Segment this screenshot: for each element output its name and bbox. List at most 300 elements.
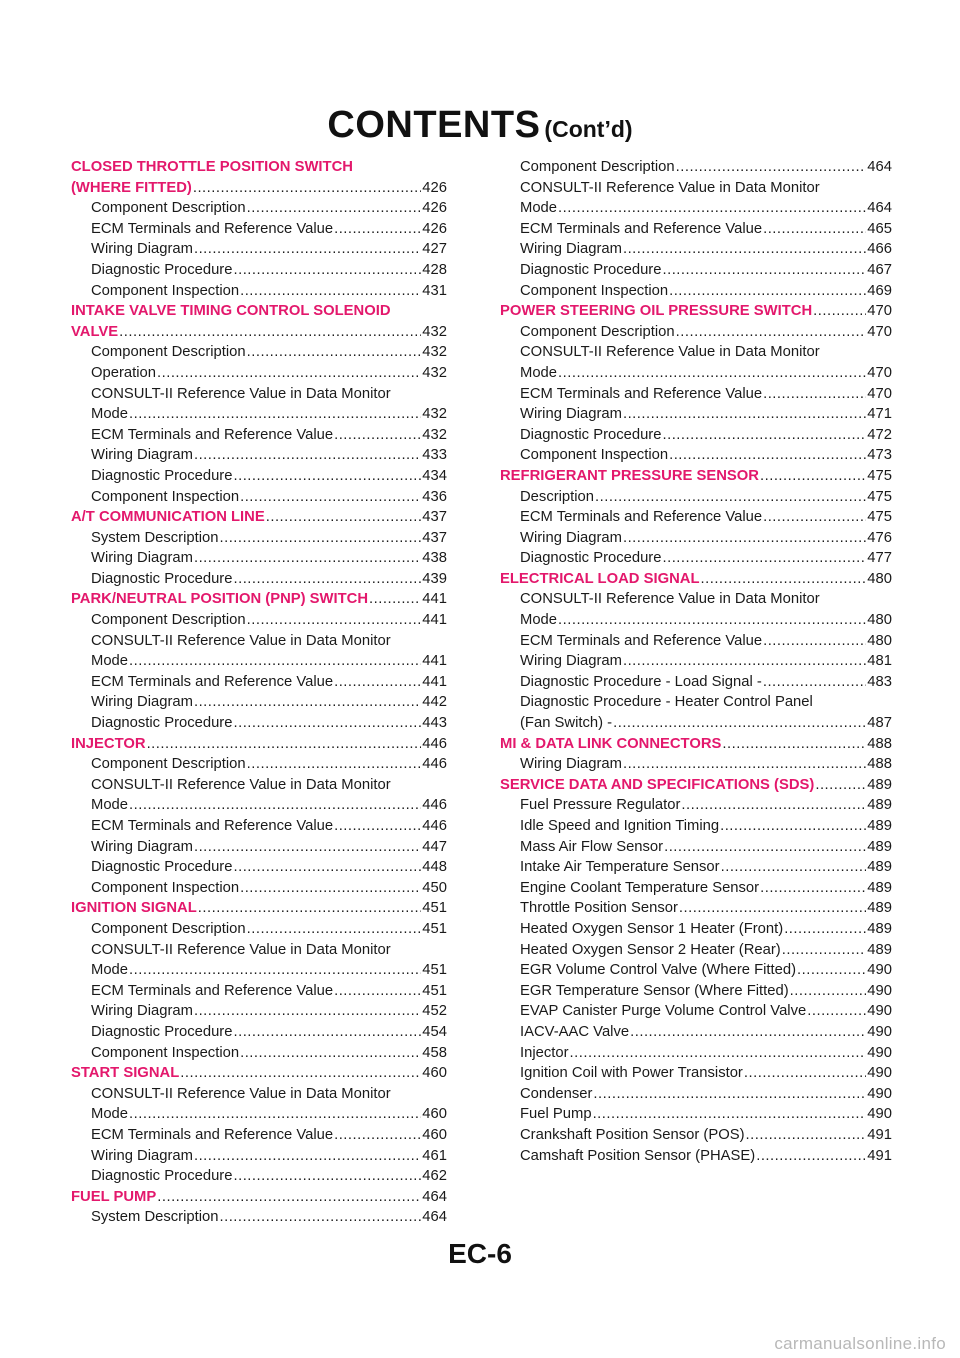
toc-page-number: 450: [422, 879, 447, 896]
toc-entry-label: Component Description: [91, 756, 246, 773]
dot-leader: [334, 1125, 421, 1146]
toc-entry[interactable]: [71, 548, 447, 569]
toc-entry[interactable]: [71, 239, 447, 260]
toc-entry[interactable]: [500, 239, 892, 260]
toc-entry[interactable]: [500, 692, 892, 733]
toc-entry-row: [520, 507, 892, 528]
dot-leader: [180, 1063, 421, 1084]
toc-entry-label: Heated Oxygen Sensor 2 Heater (Rear): [520, 941, 781, 958]
toc-page-number: 470: [867, 385, 892, 402]
toc-entry-row: [500, 466, 892, 487]
toc-entry-row: [91, 651, 447, 672]
toc-entry-label: Diagnostic Procedure: [91, 859, 233, 876]
toc-entry-row: [91, 981, 447, 1002]
toc-entry-label: Fuel Pump: [520, 1106, 592, 1123]
toc-page-number: 489: [867, 879, 892, 896]
toc-page-number: 437: [422, 529, 447, 546]
toc-page-number: 470: [867, 364, 892, 381]
dot-leader: [194, 548, 421, 569]
dot-leader: [334, 816, 421, 837]
toc-entry[interactable]: [500, 322, 892, 343]
toc-entry[interactable]: [500, 384, 892, 405]
toc-page-number: 426: [422, 179, 447, 196]
toc-entry[interactable]: [500, 445, 892, 466]
toc-entry-label: Diagnostic Procedure: [520, 426, 662, 443]
dot-leader: [147, 734, 422, 755]
dot-leader: [664, 837, 866, 858]
toc-entry-label: Mode: [520, 364, 558, 381]
toc-page-number: 490: [867, 1065, 892, 1082]
toc-page-number: 490: [867, 982, 892, 999]
toc-page-number: 460: [422, 1126, 447, 1143]
toc-entry[interactable]: [71, 425, 447, 446]
toc-section-heading[interactable]: [71, 157, 447, 198]
dot-leader: [119, 322, 421, 343]
toc-page-number: 476: [867, 529, 892, 546]
toc-section-heading[interactable]: [500, 301, 892, 322]
dot-leader: [613, 713, 866, 734]
toc-entry[interactable]: [500, 157, 892, 178]
toc-entry[interactable]: [71, 692, 447, 713]
dot-leader: [746, 1125, 867, 1146]
toc-entry[interactable]: [71, 857, 447, 878]
toc-page-number: 464: [422, 1188, 447, 1205]
toc-page-number: 489: [867, 941, 892, 958]
toc-entry[interactable]: [500, 1104, 892, 1125]
toc-entry[interactable]: [500, 589, 892, 630]
toc-entry-row: [71, 1187, 447, 1208]
toc-section-heading[interactable]: [500, 569, 892, 590]
toc-entry-label: Mass Air Flow Sensor: [520, 838, 664, 855]
toc-entry-label: Wiring Diagram: [91, 1003, 193, 1020]
toc-entry-row: [520, 528, 892, 549]
dot-leader: [623, 239, 866, 260]
toc-page-number: 464: [422, 1209, 447, 1226]
toc-section-heading[interactable]: [71, 898, 447, 919]
toc-section-heading[interactable]: [71, 1063, 447, 1084]
toc-entry-label: Mode: [91, 1106, 129, 1123]
toc-entry-label: Diagnostic Procedure - Load Signal -: [520, 673, 762, 690]
toc-entry-row: [520, 219, 892, 240]
toc-entry[interactable]: [71, 1166, 447, 1187]
toc-entry-row: [500, 775, 892, 796]
toc-entry[interactable]: [500, 981, 892, 1002]
toc-page-number: 432: [422, 323, 447, 340]
toc-entry[interactable]: [71, 672, 447, 693]
toc-section-heading[interactable]: [500, 466, 892, 487]
toc-entry-label: Mode: [520, 612, 558, 629]
toc-entry[interactable]: [500, 898, 892, 919]
toc-entry-label: Component Inspection: [91, 879, 240, 896]
toc-entry[interactable]: [71, 569, 447, 590]
toc-entry[interactable]: [71, 878, 447, 899]
toc-page-number: 490: [867, 1003, 892, 1020]
dot-leader: [233, 1166, 421, 1187]
toc-entry[interactable]: [71, 198, 447, 219]
toc-entry[interactable]: [500, 487, 892, 508]
toc-entry[interactable]: [500, 1063, 892, 1084]
toc-entry-label: ECM Terminals and Reference Value: [91, 426, 334, 443]
toc-entry[interactable]: [71, 384, 447, 425]
toc-entry-label: MI & DATA LINK CONNECTORS: [500, 735, 722, 752]
toc-page-number: 436: [422, 488, 447, 505]
dot-leader: [157, 1187, 421, 1208]
toc-entry[interactable]: [71, 837, 447, 858]
toc-entry-row: [71, 178, 447, 199]
toc-entry-label: Mode: [91, 962, 129, 979]
toc-entry[interactable]: [500, 631, 892, 652]
toc-entry[interactable]: [500, 260, 892, 281]
toc-entry-row: [91, 548, 447, 569]
toc-section-heading[interactable]: [71, 734, 447, 755]
toc-entry-row: [520, 898, 892, 919]
toc-page-number: 480: [867, 612, 892, 629]
toc-entry-label: Component Inspection: [91, 282, 240, 299]
toc-entry-row: [520, 960, 892, 981]
dot-leader: [763, 631, 866, 652]
toc-page-number: 470: [867, 323, 892, 340]
dot-leader: [784, 919, 866, 940]
toc-entry-label: ECM Terminals and Reference Value: [91, 982, 334, 999]
toc-entry-label: ELECTRICAL LOAD SIGNAL: [500, 570, 700, 587]
dot-leader: [679, 898, 866, 919]
toc-entry[interactable]: [500, 960, 892, 981]
dot-leader: [807, 1001, 866, 1022]
toc-entry-label: EVAP Canister Purge Volume Control Valve: [520, 1003, 807, 1020]
toc-entry[interactable]: [71, 1146, 447, 1167]
toc-section-heading[interactable]: [71, 507, 447, 528]
toc-entry[interactable]: [71, 1207, 447, 1228]
toc-entry-row: [91, 795, 447, 816]
dot-leader: [595, 487, 866, 508]
toc-entry-row: [520, 1022, 892, 1043]
dot-leader: [233, 713, 421, 734]
toc-entry[interactable]: [500, 528, 892, 549]
toc-entry-label-line: INTAKE VALVE TIMING CONTROL SOLENOID: [71, 303, 391, 320]
toc-entry-row: [520, 157, 892, 178]
toc-entry[interactable]: [71, 940, 447, 981]
toc-entry[interactable]: [500, 795, 892, 816]
toc-entry-row: [71, 507, 447, 528]
toc-page-number: 441: [422, 673, 447, 690]
toc-page-number: 451: [422, 962, 447, 979]
toc-entry-row: [91, 754, 447, 775]
toc-entry-row: [91, 466, 447, 487]
toc-entry-row: [520, 239, 892, 260]
toc-page-number: 432: [422, 364, 447, 381]
toc-entry[interactable]: [71, 631, 447, 672]
toc-entry-label: System Description: [91, 529, 219, 546]
toc-entry-row: [91, 713, 447, 734]
toc-entry-label: Operation: [91, 364, 156, 381]
toc-entry[interactable]: [500, 425, 892, 446]
dot-leader: [722, 734, 866, 755]
toc-entry-row: [520, 837, 892, 858]
toc-entry[interactable]: [71, 342, 447, 363]
toc-entry-row: [91, 425, 447, 446]
toc-entry-label: Component Description: [91, 612, 246, 629]
toc-page-number: 441: [422, 591, 447, 608]
dot-leader: [334, 981, 421, 1002]
toc-entry-row: [91, 610, 447, 631]
toc-page-number: 487: [867, 715, 892, 732]
page-title: [0, 104, 960, 147]
toc-page-number: 460: [422, 1065, 447, 1082]
toc-entry-label-line: CONSULT-II Reference Value in Data Monitor: [520, 344, 820, 361]
toc-entry-label: START SIGNAL: [71, 1065, 180, 1082]
dot-leader: [676, 322, 867, 343]
toc-entry[interactable]: [71, 610, 447, 631]
toc-entry[interactable]: [71, 816, 447, 837]
dot-leader: [593, 1104, 867, 1125]
toc-entry[interactable]: [71, 775, 447, 816]
toc-entry-label-line: CONSULT-II Reference Value in Data Monitor: [91, 632, 391, 649]
toc-entry-row: [520, 754, 892, 775]
toc-entry-label: Wiring Diagram: [520, 406, 622, 423]
toc-entry[interactable]: [71, 487, 447, 508]
toc-entry-row: [91, 1207, 447, 1228]
toc-section-heading[interactable]: [71, 301, 447, 342]
dot-leader: [763, 219, 866, 240]
toc-entry-row: [91, 528, 447, 549]
toc-entry-row: [91, 837, 447, 858]
toc-entry[interactable]: [500, 548, 892, 569]
toc-entry-label: EGR Volume Control Valve (Where Fitted): [520, 962, 797, 979]
toc-page-number: 458: [422, 1044, 447, 1061]
toc-entry[interactable]: [71, 363, 447, 384]
toc-entry-label: SERVICE DATA AND SPECIFICATIONS (SDS): [500, 776, 815, 793]
toc-entry-label: Component Description: [91, 920, 246, 937]
toc-entry-label: Wiring Diagram: [91, 838, 193, 855]
toc-entry[interactable]: [500, 281, 892, 302]
dot-leader: [129, 404, 421, 425]
toc-section-heading[interactable]: [500, 734, 892, 755]
toc-entry[interactable]: [500, 651, 892, 672]
toc-entry[interactable]: [500, 754, 892, 775]
dot-leader: [630, 1022, 866, 1043]
dot-leader: [782, 940, 867, 961]
toc-entry-label: Wiring Diagram: [91, 241, 193, 258]
dot-leader: [721, 857, 867, 878]
toc-entry-row: [520, 1104, 892, 1125]
toc-page-number: 465: [867, 220, 892, 237]
toc-entry[interactable]: [500, 940, 892, 961]
toc-page-number: 448: [422, 859, 447, 876]
toc-entry[interactable]: [500, 404, 892, 425]
toc-left-column: [71, 157, 447, 1228]
toc-entry-row: [91, 1166, 447, 1187]
toc-section-heading[interactable]: [500, 775, 892, 796]
toc-entry[interactable]: [71, 466, 447, 487]
toc-entry-row: [520, 631, 892, 652]
toc-page-number: 433: [422, 447, 447, 464]
dot-leader: [662, 548, 866, 569]
toc-entry-row: [71, 898, 447, 919]
toc-entry[interactable]: [500, 1001, 892, 1022]
toc-entry-label: Diagnostic Procedure: [91, 467, 233, 484]
dot-leader: [240, 1043, 421, 1064]
toc-entry-label-line: CLOSED THROTTLE POSITION SWITCH: [71, 159, 353, 175]
toc-entry-row: [91, 445, 447, 466]
toc-entry-label: Diagnostic Procedure: [520, 261, 662, 278]
toc-page-number: 483: [867, 673, 892, 690]
toc-entry-row: [71, 1063, 447, 1084]
dot-leader: [623, 754, 866, 775]
toc-entry[interactable]: [71, 219, 447, 240]
toc-entry[interactable]: [500, 816, 892, 837]
toc-page-number: 489: [867, 838, 892, 855]
toc-entry[interactable]: [500, 1146, 892, 1167]
toc-entry-label: Mode: [520, 200, 558, 217]
toc-entry[interactable]: [71, 1001, 447, 1022]
toc-page-number: 427: [422, 241, 447, 258]
toc-entry[interactable]: [500, 178, 892, 219]
dot-leader: [623, 528, 866, 549]
dot-leader: [194, 837, 421, 858]
toc-entry[interactable]: [500, 919, 892, 940]
toc-page-number: 490: [867, 1044, 892, 1061]
toc-entry[interactable]: [71, 528, 447, 549]
toc-entry-label: Wiring Diagram: [91, 694, 193, 711]
toc-page-number: 461: [422, 1147, 447, 1164]
toc-entry-row: [520, 981, 892, 1002]
toc-entry-row: [520, 1146, 892, 1167]
toc-entry-row: [520, 795, 892, 816]
toc-entry[interactable]: [71, 1022, 447, 1043]
dot-leader: [815, 775, 866, 796]
toc-entry[interactable]: [500, 342, 892, 383]
toc-entry[interactable]: [71, 1084, 447, 1125]
toc-page-number: 426: [422, 200, 447, 217]
toc-entry[interactable]: [71, 713, 447, 734]
toc-entry[interactable]: [71, 981, 447, 1002]
toc-entry-label: Idle Speed and Ignition Timing: [520, 818, 720, 834]
toc-entry[interactable]: [500, 1084, 892, 1105]
toc-entry-label: Component Inspection: [520, 282, 669, 299]
toc-entry-label-line: CONSULT-II Reference Value in Data Monitor: [91, 941, 391, 958]
toc-entry-row: [520, 322, 892, 343]
toc-entry-label: Ignition Coil with Power Transistor: [520, 1065, 743, 1082]
dot-leader: [266, 507, 422, 528]
watermark-text: carmanualsonline.info: [774, 1334, 946, 1353]
toc-entry-row: [91, 878, 447, 899]
toc-entry-label: REFRIGERANT PRESSURE SENSOR: [500, 467, 759, 484]
toc-page-number: 488: [867, 735, 892, 752]
toc-entry-label: Wiring Diagram: [91, 550, 193, 567]
toc-entry[interactable]: [500, 878, 892, 899]
toc-entry-label: Wiring Diagram: [520, 756, 622, 773]
toc-entry[interactable]: [71, 260, 447, 281]
toc-entry-label: Component Inspection: [520, 447, 669, 464]
toc-entry[interactable]: [500, 857, 892, 878]
toc-entry[interactable]: [500, 1043, 892, 1064]
toc-entry-label: Intake Air Temperature Sensor: [520, 859, 720, 876]
toc-entry-row: [91, 857, 447, 878]
toc-page-number: 428: [422, 261, 447, 278]
dot-leader: [720, 816, 866, 837]
toc-entry-row: [91, 260, 447, 281]
toc-entry-label: ECM Terminals and Reference Value: [91, 818, 334, 834]
toc-page-number: 490: [867, 1085, 892, 1102]
toc-page-number: 491: [867, 1126, 892, 1143]
toc-entry-row: [91, 198, 447, 219]
dot-leader: [760, 466, 866, 487]
toc-section-heading[interactable]: [71, 589, 447, 610]
toc-entry[interactable]: [71, 445, 447, 466]
toc-entry[interactable]: [71, 754, 447, 775]
toc-entry[interactable]: [500, 672, 892, 693]
toc-page-number: 489: [867, 859, 892, 876]
dot-leader: [247, 919, 422, 940]
toc-entry-row: [91, 672, 447, 693]
dot-leader: [558, 363, 866, 384]
toc-page-number: 441: [422, 653, 447, 670]
toc-entry[interactable]: [71, 919, 447, 940]
toc-entry-label: Diagnostic Procedure: [91, 1168, 233, 1185]
toc-entry-label-line: CONSULT-II Reference Value in Data Monitor: [91, 1085, 391, 1102]
toc-entry-row: [520, 1043, 892, 1064]
toc-entry-row: [520, 940, 892, 961]
toc-entry-label: System Description: [91, 1209, 219, 1226]
toc-page-number: 475: [867, 467, 892, 484]
dot-leader: [129, 960, 421, 981]
toc-entry-row: [91, 1001, 447, 1022]
toc-entry-row: [91, 1104, 447, 1125]
toc-entry-label: IACV-AAC Valve: [520, 1023, 630, 1040]
toc-entry-label: Throttle Position Sensor: [520, 900, 678, 917]
dot-leader: [334, 219, 421, 240]
toc-page-number: 470: [867, 303, 892, 320]
dot-leader: [194, 445, 421, 466]
toc-entry[interactable]: [500, 507, 892, 528]
dot-leader: [756, 1146, 866, 1167]
toc-page-number: 446: [422, 756, 447, 773]
toc-section-heading[interactable]: [71, 1187, 447, 1208]
toc-entry[interactable]: [500, 219, 892, 240]
toc-entry-label-line: CONSULT-II Reference Value in Data Monitor: [520, 591, 820, 608]
toc-page-number: 488: [867, 756, 892, 773]
toc-entry-label: ECM Terminals and Reference Value: [520, 509, 763, 526]
toc-page-number: 480: [867, 632, 892, 649]
toc-entry[interactable]: [71, 1125, 447, 1146]
dot-leader: [233, 260, 421, 281]
dot-leader: [233, 1022, 421, 1043]
toc-entry-row: [520, 425, 892, 446]
toc-entry[interactable]: [500, 1022, 892, 1043]
toc-entry[interactable]: [71, 1043, 447, 1064]
toc-page-number: 460: [422, 1106, 447, 1123]
toc-entry-label: (Fan Switch) -: [520, 715, 613, 732]
toc-page-number: 447: [422, 838, 447, 855]
toc-page-number: 480: [867, 570, 892, 587]
toc-page-number: 451: [422, 982, 447, 999]
dot-leader: [129, 1104, 421, 1125]
toc-entry-label: Injector: [520, 1044, 569, 1061]
toc-entry-label: ECM Terminals and Reference Value: [91, 220, 334, 237]
toc-entry-label: Component Inspection: [91, 488, 240, 505]
toc-entry[interactable]: [500, 837, 892, 858]
toc-entry-label: Diagnostic Procedure: [91, 570, 233, 587]
toc-entry[interactable]: [71, 281, 447, 302]
toc-entry[interactable]: [500, 1125, 892, 1146]
toc-page-number: 446: [422, 818, 447, 834]
dot-leader: [700, 569, 866, 590]
toc-entry-row: [500, 734, 892, 755]
toc-entry-row: [91, 239, 447, 260]
toc-right-column: [500, 157, 892, 1166]
dot-leader: [662, 260, 866, 281]
toc-entry-label: INJECTOR: [71, 735, 146, 752]
